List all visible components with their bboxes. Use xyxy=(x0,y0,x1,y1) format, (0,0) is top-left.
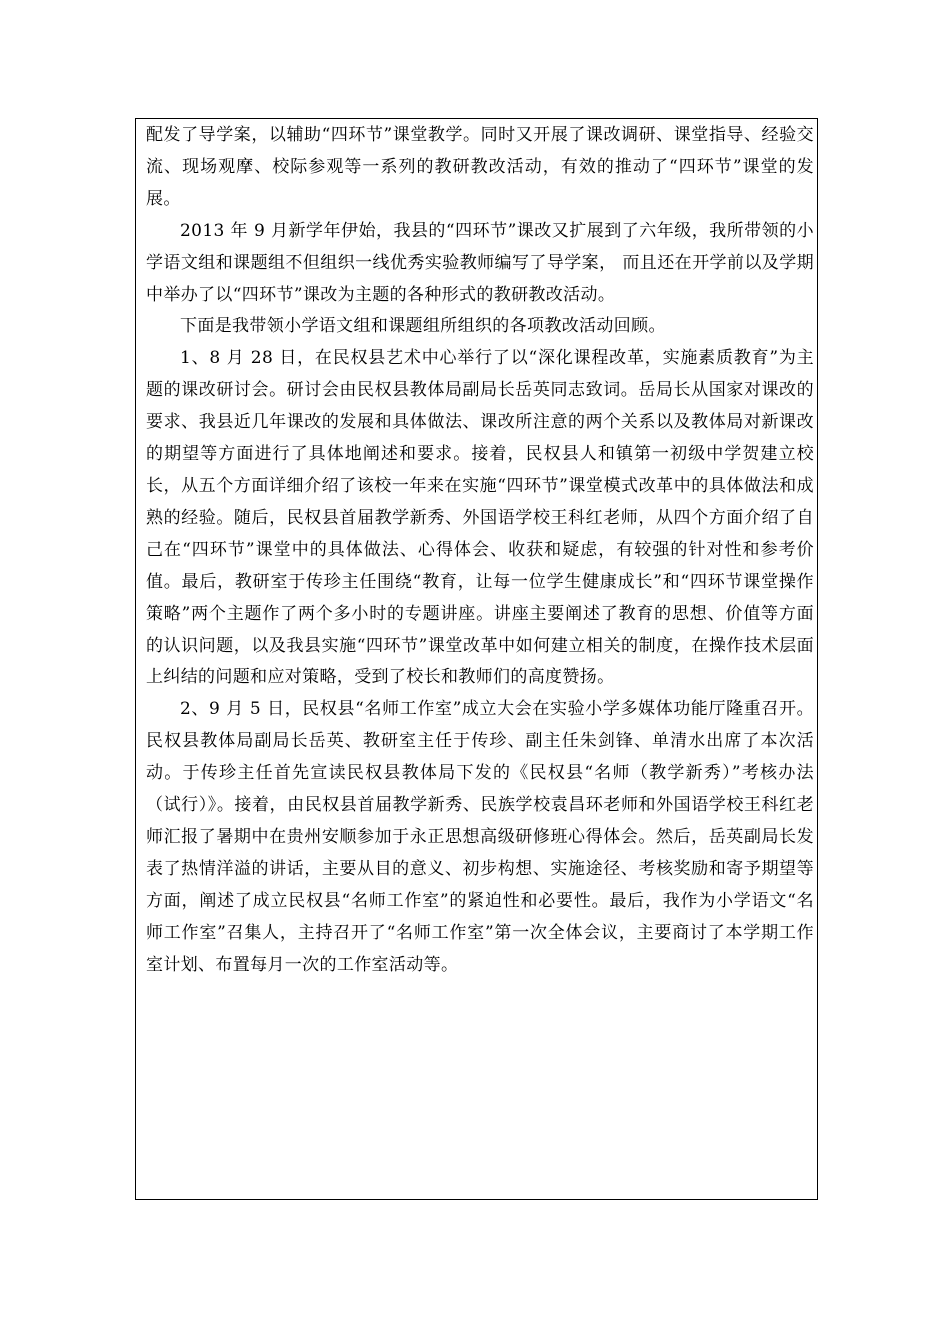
paragraph-sept-2013: 2013 年 9 月新学年伊始，我县的“四环节”课改又扩展到了六年级，我所带领的小学语文组和课题组不但组织一线优秀实验教师编写了导学案， 而且还在开学前以及学期中举办了以“四环节”课改为主题的各种形式的教研教改活动。 xyxy=(146,220,814,305)
document-body xyxy=(146,120,814,981)
paragraph-review-intro: 下面是我带领小学语文组和课题组所组织的各项教改活动回顾。 xyxy=(180,316,666,337)
paragraph-item-2: 2、9 月 5 日，民权县“名师工作室”成立大会在实验小学多媒体功能厅隆重召开。民权县教体局副局长岳英、教研室主任于传珍、副主任朱剑锋、单清水出席了本次活动。于传珍主任首先宣读民权县教体局下发的《民权县“名师（教学新秀）”考核办法（试行）》。接着，由民权县首届教学新秀、民族学校袁昌环老师和外国语学校王科红老师汇报了暑期中在贵州安顺参加于永正思想高级研修班心得体会。然后，岳英副局长发表了热情洋溢的讲话，主要从目的意义、初步构想、实施途径、考核奖励和寄予期望等方面，阐述了成立民权县“名师工作室”的紧迫性和必要性。最后，我作为小学语文“名师工作室”召集人，主持召开了“名师工作室”第一次全体会议，主要商讨了本学期工作室计划、布置每月一次的工作室活动等。 xyxy=(146,699,814,975)
paragraph-continuation: 配发了导学案，以辅助“四环节”课堂教学。同时又开展了课改调研、课堂指导、经验交流、现场观摩、校际参观等一系列的教研教改活动，有效的推动了“四环节”课堂的发展。 xyxy=(146,125,814,209)
paragraph-item-1: 1、8 月 28 日，在民权县艺术中心举行了以“深化课程改革，实施素质教育”为主题的课改研讨会。研讨会由民权县教体局副局长岳英同志致词。岳局长从国家对课改的要求、我县近几年课改的发展和具体做法、课改所注意的两个关系以及教体局对新课改的期望等方面进行了具体地阐述和要求。接着，民权县人和镇第一初级中学贺建立校长，从五个方面详细介绍了该校一年来在实施“四环节”课堂模式改革中的具体做法和成熟的经验。随后，民权县首届教学新秀、外国语学校王科红老师，从四个方面介绍了自己在“四环节”课堂中的具体做法、心得体会、收获和疑虑，有较强的针对性和参考价值。最后，教研室于传珍主任围绕“教育，让每一位学生健康成长”和“四环节课堂操作策略”两个主题作了两个多小时的专题讲座。讲座主要阐述了教育的思想、价值等方面的认识问题，以及我县实施“四环节”课堂改革中如何建立相关的制度，在操作技术层面上纠结的问题和应对策略，受到了校长和教师们的高度赞扬。 xyxy=(146,348,814,688)
